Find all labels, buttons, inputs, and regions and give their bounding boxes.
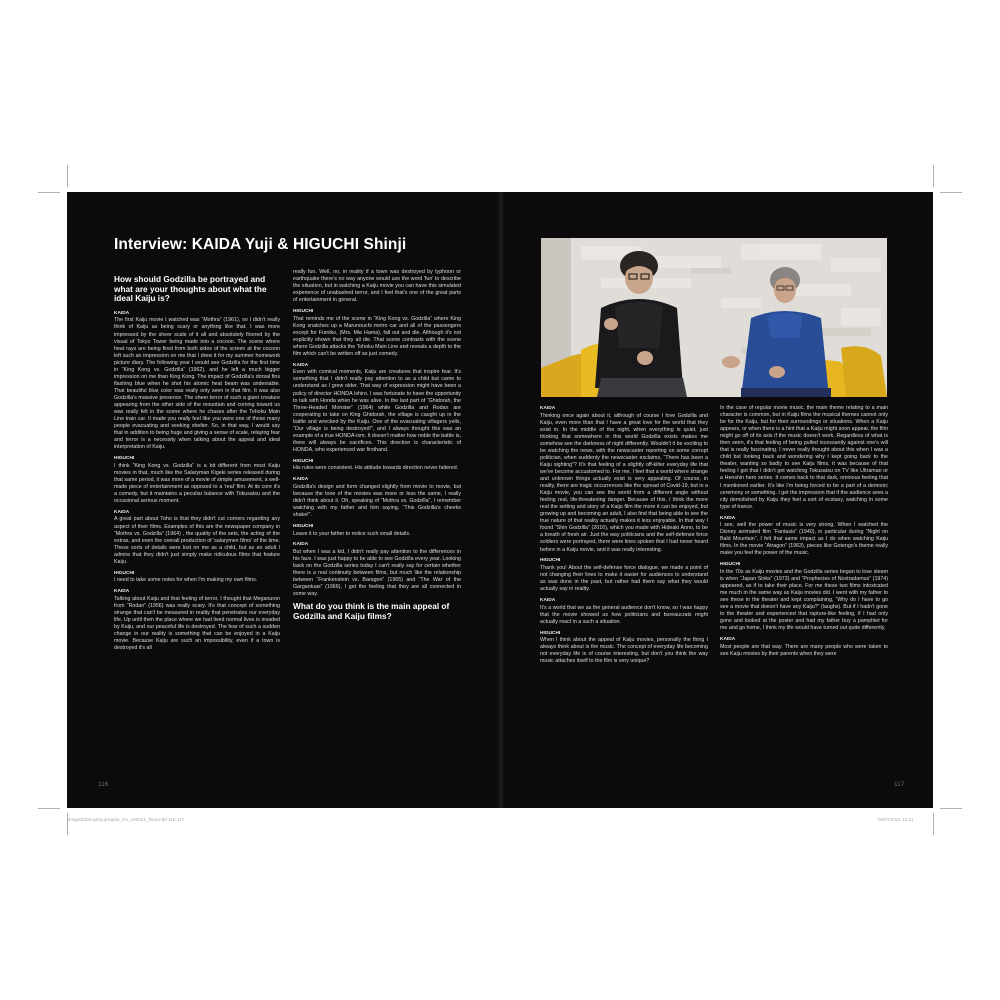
answer-paragraph: I think “King Kong vs. Godzilla” is a bit different from most Kaiju movies in that, much like the Salaryman Kigeki series released during that same period, it was more of a movie of simple amusement, a well-made piece of entertainment as opposed to a 'real' film. At its core it's a comedy, but it maintains a peculiar balance with Tokusatsu and the occasional serious moment.	[114, 462, 280, 504]
text-column-4	[720, 405, 888, 767]
speaker-label: KAIDA	[114, 310, 130, 316]
answer-paragraph: really fun. Well, no, in reality if a town was destroyed by typhoon or earthquake there's no way anyone would use the word 'fun' to describe the situation, but in watching a Kaiju movie you can have this simulated experience of unabashed terror, and I feel that's one of the great parts of entertainment in general.	[293, 269, 461, 304]
interview-question: What do you think is the main appeal of Godzilla and Kaiju films?	[293, 601, 450, 621]
answer-paragraph: I see, well the power of music is very strong. When I watched the Disney animated film “Fantasia” (1940), in particular during “Night on Bald Mountain”, I felt that same impact as I do when watching Kaiju films. In the movie “Atragon” (1963), pieces like Gotengo's theme really make you feel the power of the music.	[720, 522, 888, 557]
speaker-label: HIGUCHI	[114, 456, 135, 462]
article-title: Interview: KAIDA Yuji & HIGUCHI Shinji	[114, 236, 407, 253]
speaker-label: HIGUCHI	[293, 523, 314, 529]
speaker-label: HIGUCHI	[540, 558, 561, 564]
answer-paragraph: It's a world that we as the general audience don't know, so I was happy that the movie showed us how politicians and bureaucrats might actually react in a such a situation.	[540, 604, 708, 625]
crop-mark	[38, 192, 60, 193]
crop-mark	[940, 808, 962, 809]
speaker-label: HIGUCHI	[293, 458, 314, 464]
gutter-shadow	[497, 192, 505, 808]
speaker-label: HIGUCHI	[114, 570, 135, 576]
speaker-label: KAIDA	[540, 406, 556, 411]
speaker-label: HIGUCHI	[720, 562, 741, 568]
speaker-label: KAIDA	[293, 542, 309, 548]
speaker-label: KAIDA	[114, 509, 130, 515]
answer-paragraph: His rules were consistent. His attitude towards direction never faltered.	[293, 465, 459, 472]
answer-paragraph: Even with comical moments, Kaiju are creatures that inspire fear. It's something that I didn't really pay attention to as a child but came to understand as I grew older. That way of expression might have been a policy of director HONDA Ishiro. I was fortunate to have the opportunity to talk with Honda when he was alive. In the last part of “Ghidorah, the Three-Headed Monster” (1964) while Godzilla and Rodan are cooperating to take on King Ghidorah, the village is caught up in the battle and wrecked by the Kaiju. One of the evacuating villagers yells, “Our village is being destroyed!”, and I always thought this was an example of a true HONDA-ism. It doesn't matter how noble the battle is, there will always be sacrifices. This direction is characteristic of HONDA, who experienced war firsthand.	[293, 369, 461, 453]
speaker-label: KAIDA	[540, 598, 556, 603]
speaker-label: KAIDA	[720, 515, 736, 521]
page-number-left: 116	[98, 781, 109, 788]
crop-mark	[933, 813, 934, 835]
answer-paragraph: Most people are that way. There are many people who were taken to see Kaiju movies by their parents when they were	[720, 643, 888, 657]
text-column-2	[293, 269, 461, 769]
speaker-label: KAIDA	[114, 589, 130, 595]
answer-paragraph: Thinking once again about it, although of course I love Godzilla and Kaiju, even more than that I have a great love for the world that they exist in. In the middle of the night, when everything is quiet, just thinking that somewhere in this world Godzilla exists makes me somehow see the darkness of night differently. Wouldn't it be exciting to be watching the news, with the newscaster reporting on some corrupt politician, when suddenly the newscaster exclaims, “There has been a Kaiju sighting”? It's that feeling of a slightly off-kilter everyday life that we've become accustomed to. For me, I feel that a world where strange and unknown things actually exist is very appealing. Of course, in reality, there are tragic occurrences like the spread of Covid-19, but in a Kaiju movie, you can see the world from a different angle without feeling real, life-threatening danger. Because of this, I think the more real the setting and story of a Kaiju film the more it can be enjoyed, but growing up and becoming an adult, I also find that being able to see the true nature of that reality actually makes it less enjoyable. In that way I found “Shin Godzilla” (2016), which you made with Hideaki Anno, to be a breath of fresh air. Just the way politicians and the self-defense force soldiers were portrayed, there were lines spoken that I had never heard before in a Kaiju movie, and it was really interesting.	[540, 412, 708, 553]
speaker-label: HIGUCHI	[540, 630, 561, 636]
interview-question: How should Godzilla be portrayed and what are your thoughts about what the ideal Kaiju is?	[114, 275, 267, 304]
answer-paragraph: That reminds me of the scene in “King Kong vs. Godzilla” where King Kong snatches up a Marunouchi metro car and all of the passengers except for Fumiko, (Mrs. Mie Hama), fall out and die. Although it's not explicitly shown that they all die. That scene contrasts with the scene where Godzilla attacks the Tohoku Main Line and reveals a depth to the film which can't be written off as just comedy.	[293, 315, 461, 357]
interview-photo-illustration	[541, 238, 887, 397]
speaker-label: KAIDA	[293, 477, 309, 483]
page-number-right: 117	[894, 781, 905, 788]
answer-paragraph: When I think about the appeal of Kaiju movies, personally the thing I always think about is the music. The concept of everyday life becoming not everyday life is of course interesting, but don't you think the way music attaches itself to the film is very unique?	[540, 637, 708, 665]
answer-paragraph: Godzilla's design and form changed slightly from movie to movie, but because the tone of the movies was more or less the same, I really didn't think about it. Oh, speaking of “Mothra vs. Godzilla”, I remember watching with my father and him saying, “This Godzilla's cheeks shake!”.	[293, 483, 461, 519]
speaker-label: HIGUCHI	[293, 309, 314, 315]
speaker-label: KAIDA	[720, 637, 736, 643]
answer-paragraph: Talking about Kaiju and that feeling of terror, I thought that Meganuron from “Rodan” (1956) was really scary. It's that concept of something strange that can't be measured in reality that penetrates our everyday life. Up until then the place where we had lived normal lives is invaded by Kaiju, and our peaceful life is destroyed. The fear of such a sudden change in our reality is something that can be enjoyed in a Kaiju movie. Because Kaiju are such an impossibility, even if a town is destroyed it's all	[114, 595, 280, 652]
answer-paragraph: In the 70s as Kaiju movies and the Godzilla series began to lose steam is when “Japan Sinks” (1973) and “Prophecies of Nostradamus” (1974) appeared, as if to take their place. For me these two films intoxicated me much in the same way as Kaiju movies did. I went with my father to see these in the theater and kept complaining, “Why do I have to go see a movie that doesn't have any Kaiju?” (laughs). But if I hadn't gone to the theater and experienced that rapture-like feeling, if I had only gone and looked at the poster and had my father buy a pamphlet for me and go home, I think my life would have turned out quite differently.	[720, 568, 888, 632]
magazine-spread	[67, 192, 933, 808]
answer-paragraph: The first Kaiju movie I watched was “Mothra” (1961), so I didn't really think of Kaiju as being scary or anything like that. I was more impressed by the sheer scale of it all and absolutely floored by the visual of Tokyo Tower being made into a cocoon. The scene where heat rays are being fired from both sides of the screen at the cocoon left such an impression on me that I drew it for my summer homework picture diary. The following year I would see Godzilla for the first time in “King Kong vs. Godzilla” (1962), and he left a much bigger impression on me than King Kong. The impact of Godzilla's dorsal fins flashing blue when he shot his atomic heat beam was undeniable. That beautiful blue color was really only seen in that film. It was also Godzilla's massive presence. The sheer terror of such a giant creature appearing from the other side of the mountain and coming toward us was really felt in the scene where he chases after the Tohoku Main Line train car. It made you really feel like you were one of those many people evacuating and seeking shelter. So, in that way, I would say that in addition to being huge and giving a sense of scale, relaying fear and terror is a necessity when talking about the appeal and ideal interpretation of Kaiju.	[114, 317, 280, 451]
answer-paragraph: I need to take some notes for when I'm making my own films.	[114, 577, 258, 584]
answer-paragraph: But when I was a kid, I didn't really pay attention to the differences in his face. I was just happy to be able to see Godzilla every year. Looking back on the Godzilla series today I can't really say for certain whether there is a real continuity between films, but much like the relationship between “Frankenstein vs. Baragon” (1965) and “The War of the Gargantuas” (1966), I get the feeling that they are all connected in some way.	[293, 549, 461, 598]
answer-paragraph: Leave it to your father to notice such small details.	[293, 530, 411, 537]
speaker-label: KAIDA	[293, 362, 309, 368]
crop-mark	[940, 192, 962, 193]
text-column-1	[114, 275, 280, 763]
print-slug-file: thegodzillamythyuji-kaida_cm_240521_final.indd 116-117	[68, 817, 185, 822]
print-slug-date: 05/07/2021 12:31	[878, 817, 914, 822]
crop-mark	[933, 165, 934, 187]
answer-paragraph: In the case of regular movie music, the main theme relating to a main character is common, but in Kaiju films the musical themes cannot only be for the Kaiju, but for their surroundings or situations. When a Kaiju appears, or when there is a hint that a Kaiju might soon appear, the film might go off of its axis if the music doesn't work. Regardless of what is then seen, it's that feeling of being pulled incessantly against one's will that is really fascinating. I never really thought about this when I was a child but looking back and wondering why I kept going back to the theater, wanting so badly to see Kaiju films, it was because of that feeling I got that I didn't get watching Tokusatsu on TV like Ultraman or a Henshin hero series. It comes back to that dark, ominous feeling that I mentioned earlier. It's like I'm being forced to be a part of a demonic ceremony or something. I get the impression that if the audience sees a city demolished by Kaiju they feel a sort of ecstasy, watching in some type of trance.	[720, 405, 888, 510]
text-column-3	[540, 405, 708, 767]
crop-mark	[38, 808, 60, 809]
interview-photo	[541, 238, 887, 397]
answer-paragraph: Thank you! About the self-defense force dialogue, we made a point of not changing their lines to make it easier for audiences to understand as was done in the past, but rather had them say what they would actually say in reality.	[540, 565, 708, 593]
crop-mark	[67, 165, 68, 187]
answer-paragraph: A great part about Toho is that they didn't cut corners regarding any aspect of their films. Examples of this are the newspaper company in “Mothra vs. Godzilla” (1964) , the quality of the sets, the acting of the extras, and even the overall production of 'salarymen films' of the time. These sorts of details were lost on me as a child, but as an adult I admire that they didn't just simply make ridiculous films that feature Kaiju.	[114, 516, 280, 565]
